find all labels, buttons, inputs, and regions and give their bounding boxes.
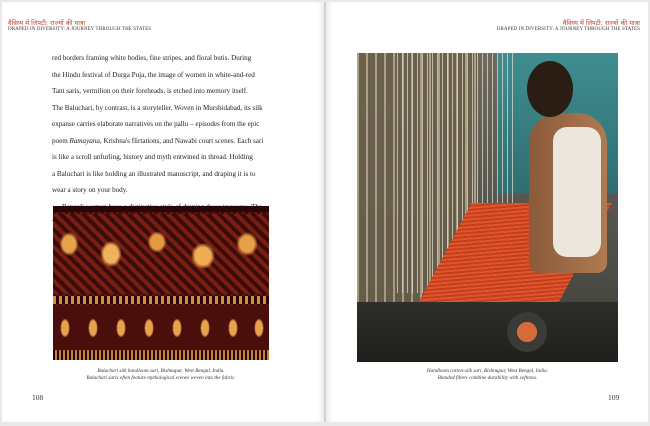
body-text bbox=[52, 50, 284, 232]
handloom-weaver-photo bbox=[357, 53, 618, 362]
running-head-right bbox=[497, 20, 640, 33]
running-head-english: DRAPED IN DIVERSITY: A JOURNEY THROUGH THE STATES bbox=[8, 27, 152, 33]
caption-right: Handloom cotton-silk sari, Bishnupur, West Bengal, India. Blended fibres combine durability with softness. bbox=[426, 368, 549, 381]
caption-left: Baluchari silk handloom sari, Bishnupur, West Bengal, India. Baluchari saris often feature mythological scenes woven into the fabric. bbox=[86, 368, 236, 381]
running-head-hindi: वैविध्य में लिपटी: राज्यों की यात्रा bbox=[562, 19, 640, 27]
page-number-left: 108 bbox=[32, 393, 44, 402]
running-head-hindi: वैविध्य में लिपटी: राज्यों की यात्रा bbox=[8, 19, 86, 27]
running-head-english: DRAPED IN DIVERSITY: A JOURNEY THROUGH THE STATES bbox=[496, 27, 640, 33]
baluchari-sari-photo bbox=[53, 206, 269, 360]
running-head-left bbox=[8, 20, 151, 33]
paragraph: red borders framing white bodies, fine stripes, and floral butis. During the Hindu festival of Durga Puja, the image of women in white-and-red Tant saris, vermilion on their foreheads, is etched into memory itself. The Baluchari, by contrast, is a storyteller. Woven in Murshidabad, its silk expanse carries elaborate narratives on the pallu – episodes from the epic poem Ramayana, Krishna's flirtations, and Nawabi court scenes. Each sari is like a scroll unfurling, history and myth entwined in thread. Holding a Baluchari is like holding an illustrated manuscript, and draping it is to wear a story on your body. bbox=[52, 54, 264, 194]
page-number-right: 109 bbox=[608, 393, 620, 402]
